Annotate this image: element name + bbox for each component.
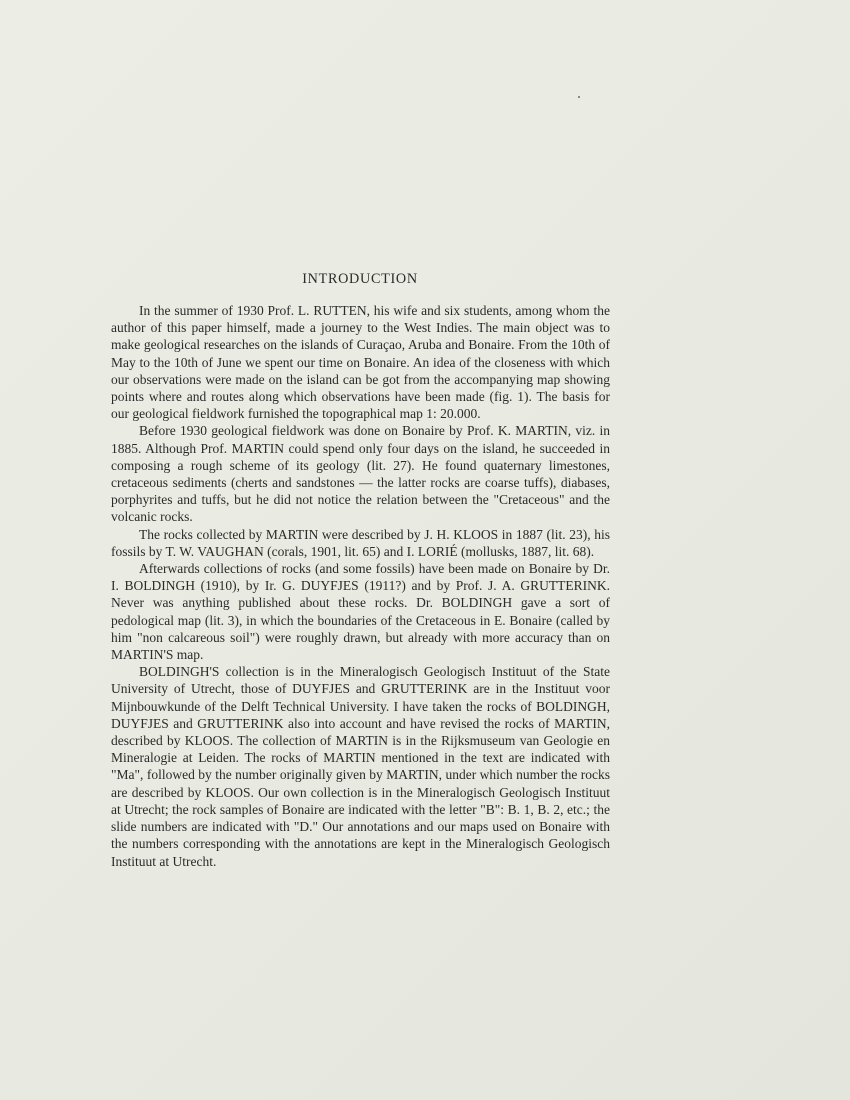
section-heading: INTRODUCTION xyxy=(302,271,418,287)
paragraph-5: BOLDINGH'S collection is in the Mineralogisch Geologisch Instituut of the State University of Utrecht, those of DUYFJES and GRUTTERINK are in the Instituut voor Mijnbouwkunde of the Delft Technical University. I have taken the rocks of BOLDINGH, DUYFJES and GRUTTERINK also into account and have revised the rocks of MARTIN, described by KLOOS. The collection of MARTIN is in the Rijksmuseum van Geologie en Mineralogie at Leiden. The rocks of MARTIN mentioned in the text are indicated with "Ma", followed by the number originally given by MARTIN, under which number the rocks are described by KLOOS. Our own collection is in the Mineralogisch Geologisch Instituut at Utrecht; the rock samples of Bonaire are indicated with the letter "B": B. 1, B. 2, etc.; the slide numbers are indicated with "D." Our annotations and our maps used on Bonaire with the numbers corresponding with the annotations are kept in the Mineralogisch Geologisch Instituut at Utrecht. xyxy=(111,664,610,869)
paragraph-1: In the summer of 1930 Prof. L. RUTTEN, his wife and six students, among whom the author of this paper himself, made a journey to the West Indies. The main object was to make geological researches on the islands of Curaçao, Aruba and Bonaire. From the 10th of May to the 10th of June we spent our time on Bonaire. An idea of the closeness with which our observations were made on the island can be got from the accompanying map showing points where and routes along which observations have been made (fig. 1). The basis for our geological fieldwork furnished the topographical map 1: 20.000. xyxy=(111,303,610,422)
body-text xyxy=(111,302,610,870)
paragraph-4: Afterwards collections of rocks (and some fossils) have been made on Bonaire by Dr. I. BOLDINGH (1910), by Ir. G. DUYFJES (1911?) and by Prof. J. A. GRUTTERINK. Never was anything published about these rocks. Dr. BOLDINGH gave a sort of pedological map (lit. 3), in which the boundaries of the Cretaceous in E. Bonaire (called by him "non calcareous soil") were roughly drawn, but already with more accuracy than on MARTIN'S map. xyxy=(111,561,610,663)
paper-speck xyxy=(578,96,580,98)
paragraph-2: Before 1930 geological fieldwork was done on Bonaire by Prof. K. MARTIN, viz. in 1885. Although Prof. MARTIN could spend only four days on the island, he succeeded in composing a rough scheme of its geology (lit. 27). He found quaternary limestones, cretaceous sediments (cherts and sandstones — the latter rocks are coarse tuffs), diabases, porphyrites and tuffs, but he did not notice the relation between the "Cretaceous" and the volcanic rocks. xyxy=(111,423,610,525)
paragraph-3: The rocks collected by MARTIN were described by J. H. KLOOS in 1887 (lit. 23), his fossils by T. W. VAUGHAN (corals, 1901, lit. 65) and I. LORIÉ (mollusks, 1887, lit. 68). xyxy=(111,526,610,559)
